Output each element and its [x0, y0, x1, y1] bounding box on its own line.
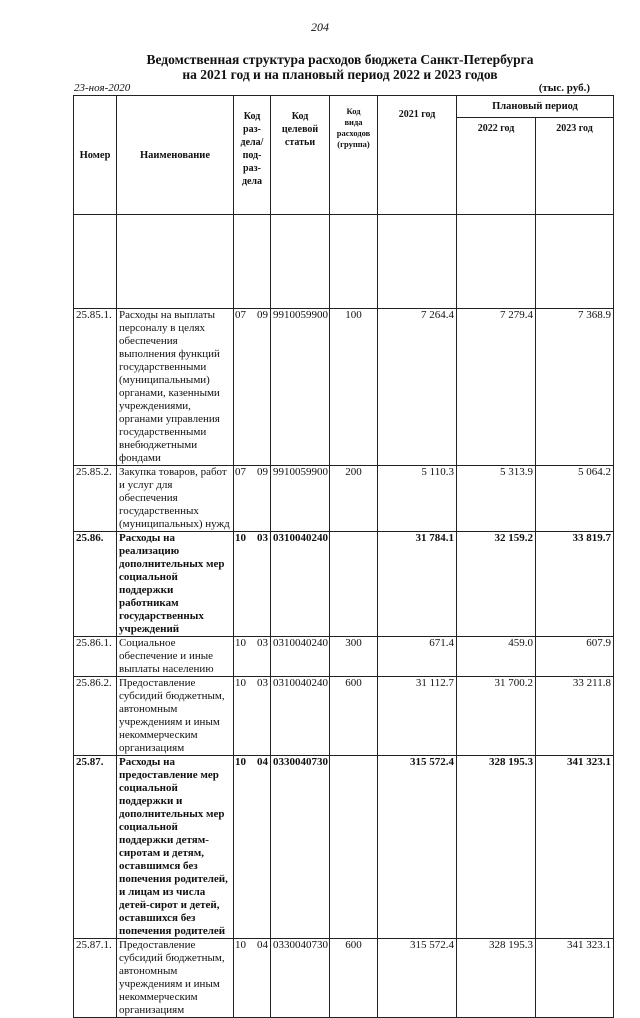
row-number: 25.85.2.	[74, 466, 117, 532]
budget-table	[73, 95, 614, 1018]
header-target-line: Код	[291, 111, 309, 122]
header-spacer	[117, 215, 234, 309]
row-amount-2023: 341 323.1	[536, 939, 614, 1018]
title-line-1: Ведомственная структура расходов бюджета Санкт-Петербурга	[146, 52, 534, 67]
row-target-code: 9910059900	[271, 466, 330, 532]
row-target-code: 0330040730	[271, 939, 330, 1018]
table-row	[74, 677, 614, 756]
row-subsection: 04	[257, 756, 268, 768]
header-year-2021: 2021 год	[378, 96, 457, 215]
row-amount-2023: 33 819.7	[536, 532, 614, 637]
row-group-code: 600	[330, 677, 378, 756]
row-section-code	[234, 939, 271, 1018]
header-year-2023: 2023 год	[536, 118, 614, 215]
row-target-code: 0310040240	[271, 637, 330, 677]
row-target-code: 9910059900	[271, 309, 330, 466]
row-section: 10	[235, 756, 246, 768]
row-section: 07	[235, 309, 246, 321]
row-amount-2022: 328 195.3	[457, 756, 536, 939]
row-number: 25.86.2.	[74, 677, 117, 756]
header-spacer	[457, 215, 536, 309]
header-section-code	[234, 96, 271, 215]
row-target-code: 0310040240	[271, 532, 330, 637]
row-amount-2022: 7 279.4	[457, 309, 536, 466]
row-number: 25.85.1.	[74, 309, 117, 466]
row-amount-2022: 328 195.3	[457, 939, 536, 1018]
row-amount-2023: 5 064.2	[536, 466, 614, 532]
row-section: 10	[235, 939, 246, 951]
header-section-line: под-	[242, 150, 262, 161]
row-name: Расходы на выплаты персоналу в целях обеспечения выполнения функций государственными (муниципальными) органами, казенными учреждениями, органами управления государственными внебюджетными фондами	[117, 309, 234, 466]
row-section-code	[234, 532, 271, 637]
row-section: 07	[235, 466, 246, 478]
row-number: 25.87.1.	[74, 939, 117, 1018]
row-amount-2021: 31 112.7	[378, 677, 457, 756]
row-section-code	[234, 756, 271, 939]
header-group-code	[330, 96, 378, 215]
row-subsection: 03	[257, 637, 268, 649]
row-amount-2021: 7 264.4	[378, 309, 457, 466]
row-amount-2022: 31 700.2	[457, 677, 536, 756]
row-group-code: 300	[330, 637, 378, 677]
row-amount-2022: 32 159.2	[457, 532, 536, 637]
header-section-line: раз-	[243, 124, 261, 135]
row-amount-2022: 5 313.9	[457, 466, 536, 532]
header-spacer	[536, 215, 614, 309]
row-amount-2021: 671.4	[378, 637, 457, 677]
row-section-code	[234, 637, 271, 677]
row-subsection: 03	[257, 532, 268, 544]
row-target-code: 0330040730	[271, 756, 330, 939]
document-date: 23-ноя-2020	[74, 82, 131, 94]
row-name: Расходы на предоставление мер социальной поддержки и дополнительных мер социальной поддержки детям-сиротам и детям, оставшимся без попечения родителей, и лицам из числа детей-сирот и детей, оставшихся без попечения родителей	[117, 756, 234, 939]
header-spacer	[74, 215, 117, 309]
row-amount-2022: 459.0	[457, 637, 536, 677]
row-number: 25.87.	[74, 756, 117, 939]
header-group-line: (группа)	[337, 139, 370, 149]
header-number: Номер	[74, 96, 117, 215]
title-line-2: на 2021 год и на плановый период 2022 и 2023 годов	[182, 67, 498, 82]
row-group-code: 600	[330, 939, 378, 1018]
table-row	[74, 466, 614, 532]
header-group-line: Код	[346, 106, 361, 116]
header-name: Наименование	[117, 96, 234, 215]
row-section: 10	[235, 677, 246, 689]
row-amount-2023: 341 323.1	[536, 756, 614, 939]
header-target-code	[271, 96, 330, 215]
row-target-code: 0310040240	[271, 677, 330, 756]
row-section-code	[234, 466, 271, 532]
row-number: 25.86.	[74, 532, 117, 637]
row-subsection: 09	[257, 466, 268, 478]
row-amount-2021: 315 572.4	[378, 756, 457, 939]
table-row	[74, 532, 614, 637]
header-spacer	[330, 215, 378, 309]
row-name: Предоставление субсидий бюджетным, автономным учреждениям и иным некоммерческим организациям	[117, 677, 234, 756]
document-title	[70, 52, 610, 82]
row-section: 10	[235, 532, 246, 544]
header-target-line: целевой	[281, 124, 319, 135]
page-number: 204	[311, 20, 329, 34]
row-name: Расходы на реализацию дополнительных мер социальной поддержки работникам государственных учреждений	[117, 532, 234, 637]
row-group-code: 200	[330, 466, 378, 532]
header-section-line: дела	[241, 176, 263, 187]
row-section: 10	[235, 637, 246, 649]
row-group-code	[330, 756, 378, 939]
header-section-line: дела/	[240, 137, 264, 148]
header-section-line: раз-	[243, 163, 261, 174]
row-subsection: 04	[257, 939, 268, 951]
table-row	[74, 939, 614, 1018]
header-section-line: Код	[243, 111, 261, 122]
row-subsection: 09	[257, 309, 268, 321]
table-row	[74, 309, 614, 466]
row-name: Предоставление субсидий бюджетным, автономным учреждениям и иным некоммерческим организациям	[117, 939, 234, 1018]
row-amount-2021: 31 784.1	[378, 532, 457, 637]
row-group-code: 100	[330, 309, 378, 466]
row-amount-2023: 607.9	[536, 637, 614, 677]
header-spacer	[234, 215, 271, 309]
header-spacer	[378, 215, 457, 309]
row-group-code	[330, 532, 378, 637]
header-spacer	[271, 215, 330, 309]
row-subsection: 03	[257, 677, 268, 689]
row-amount-2023: 7 368.9	[536, 309, 614, 466]
row-name: Закупка товаров, работ и услуг для обеспечения государственных (муниципальных) нужд	[117, 466, 234, 532]
row-section-code	[234, 677, 271, 756]
header-group-line: расходов	[336, 128, 371, 138]
row-section-code	[234, 309, 271, 466]
table-row	[74, 756, 614, 939]
table-row	[74, 637, 614, 677]
row-amount-2021: 315 572.4	[378, 939, 457, 1018]
header-year-2022: 2022 год	[457, 118, 536, 215]
row-amount-2021: 5 110.3	[378, 466, 457, 532]
row-name: Социальное обеспечение и иные выплаты населению	[117, 637, 234, 677]
row-amount-2023: 33 211.8	[536, 677, 614, 756]
row-number: 25.86.1.	[74, 637, 117, 677]
units-label: (тыс. руб.)	[538, 82, 590, 94]
header-plan-period: Плановый период	[457, 96, 614, 118]
header-group-line: вида	[344, 117, 363, 127]
header-target-line: статьи	[284, 137, 316, 148]
